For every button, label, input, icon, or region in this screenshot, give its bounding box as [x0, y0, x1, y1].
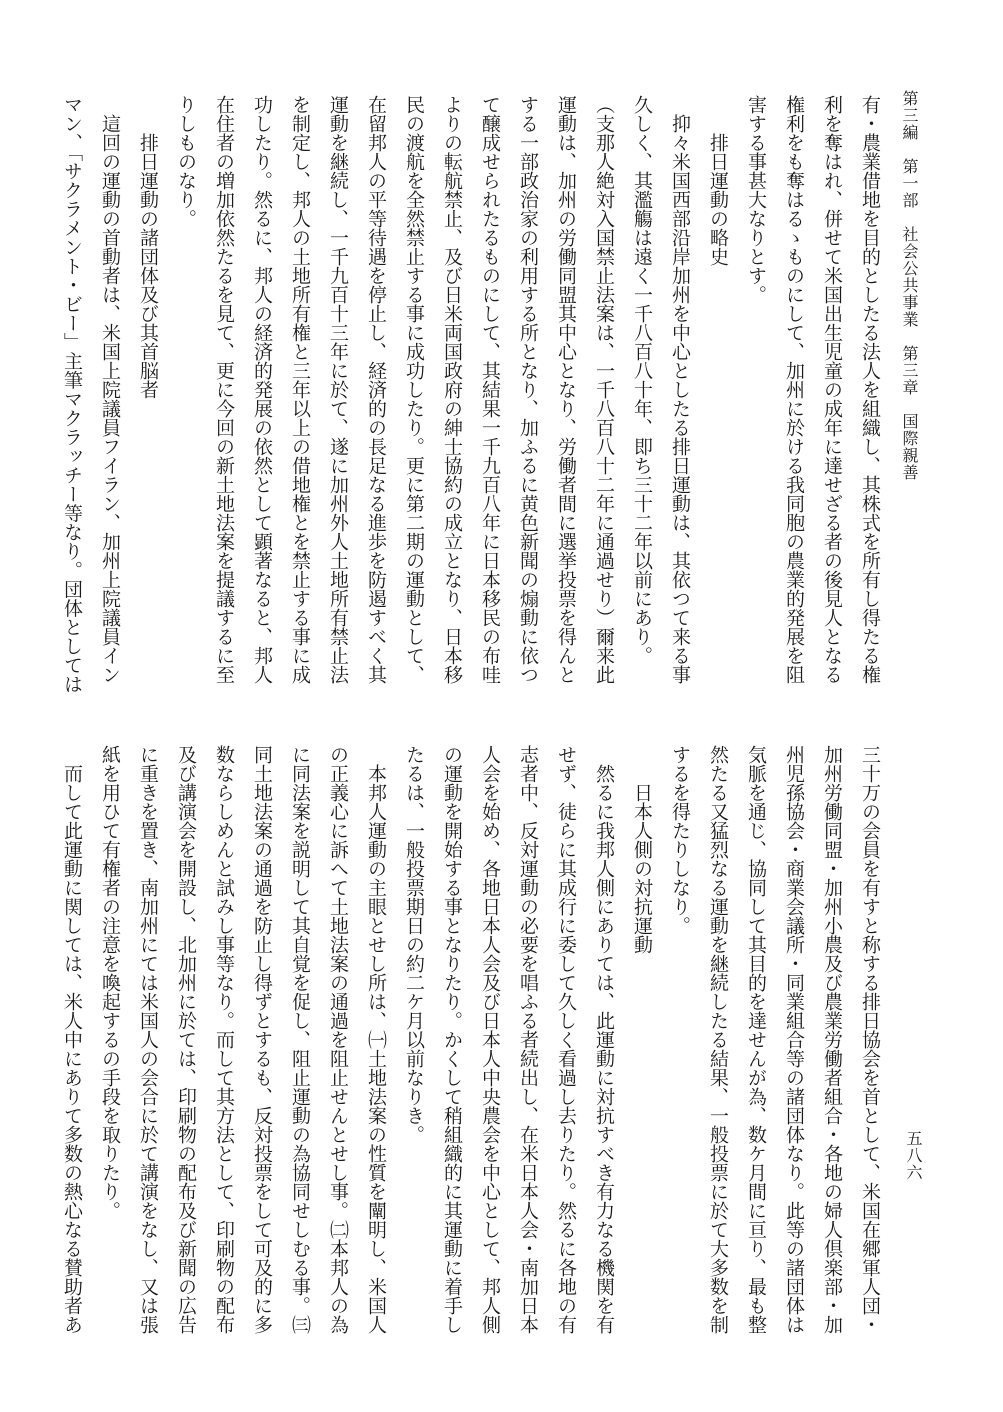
text-line: する一部政治家の利用する所となり、加ふるに黄色新聞の煽動に依つ: [517, 95, 539, 684]
text-line: 三十万の会員を有すと称する排日協会を首として、米国在郷軍人団・: [859, 745, 881, 1334]
text-line: 運動は、加州の労働同盟其中心となり、労働者間に選挙投票を得んと: [555, 95, 577, 684]
text-line: 運動を継続し、一千九百十三年に於て、遂に加州外人土地所有禁止法: [327, 95, 349, 684]
text-line: するを得たりしなり。: [669, 745, 691, 935]
text-line: 利を奪はれ、併せて米国出生児童の成年に達せざる者の後見人となる: [821, 95, 843, 684]
text-line: 及び講演会を開設し、北加州に於ては、印刷物の配布及び新聞の広告: [175, 745, 197, 1334]
text-line: 州児孫協会・商業会議所・同業組合等の諸団体なり。此等の諸団体は: [783, 745, 805, 1334]
text-line: 数ならしめんと試みし事等なり。而して其方法として、印刷物の配布: [213, 745, 235, 1334]
section-heading: 排日運動の諸団体及び其首脳者: [137, 95, 159, 399]
text-line: 然るに我邦人側にありては、此運動に対抗すべき有力なる機関を有: [593, 745, 615, 1334]
text-line: たるは、一般投票期日の約二ケ月以前なりき。: [403, 745, 425, 1144]
text-line: 権利をも奪はるゝものにして、加州に於ける我同胞の農業的発展を阻: [783, 95, 805, 684]
lower-text-block: [61, 745, 889, 1355]
running-header: 第三編 第一部 社会公共事業 第三章 国際親善: [900, 90, 919, 481]
text-line: 然たる又猛烈なる運動を継続したる結果、一般投票に於て大多数を制: [707, 745, 729, 1334]
text-line: 人会を始め、各地日本人会及び日本人中央農会を中心として、邦人側: [479, 745, 501, 1334]
text-line: 加州労働同盟・加州小農及び農業労働者組合・各地の婦人倶楽部・加: [821, 745, 843, 1334]
section-heading: 日本人側の対抗運動: [631, 745, 653, 954]
text-line: の正義心に訴へて土地法案の通過を阻止せんとせし事。㈡本邦人の為: [327, 745, 349, 1334]
text-line: 功したり。然るに、邦人の経済的発展の依然として顕著なると、邦人: [251, 95, 273, 684]
text-line: て醸成せられたるものにして、其結果一千九百八年に日本移民の布哇: [479, 95, 501, 684]
page-number: 五八六: [904, 1130, 923, 1181]
text-line: 有・農業借地を目的としたる法人を組織し、其株式を所有し得たる権: [859, 95, 881, 684]
text-line: せず、徒らに其成行に委して久しく看過し去りたり。然るに各地の有: [555, 745, 577, 1334]
text-line: 志者中、反対運動の必要を唱ふる者続出し、在米日本人会・南加日本: [517, 745, 539, 1334]
text-line: 在住者の増加依然たるを見て、更に今回の新土地法案を提議するに至: [213, 95, 235, 684]
text-line: 紙を用ひて有権者の注意を喚起するの手段を取りたり。: [99, 745, 121, 1220]
text-line: 民の渡航を全然禁止する事に成功したり。更に第二期の運動として、: [403, 95, 425, 684]
text-line: 在留邦人の平等待遇を停止し、経済的の長足なる進歩を防遏すべく其: [365, 95, 387, 684]
text-line: に同法案を説明して其自覚を促し、阻止運動の為協同せしむる事。㈢: [289, 745, 311, 1334]
text-line: の運動を開始する事となりたり。かくして稍組織的に其運動に着手し: [441, 745, 463, 1334]
text-line: 同土地法案の通過を防止し得ずとするも、反対投票をして可及的に多: [251, 745, 273, 1334]
text-line: りしものなり。: [175, 95, 197, 228]
text-line: よりの転航禁止、及び日米両国政府の紳士協約の成立となり、日本移: [441, 95, 463, 684]
text-line: 而して此運動に関しては、米人中にありて多数の熱心なる賛助者あ: [61, 745, 83, 1334]
section-heading: 排日運動の略史: [707, 95, 729, 266]
text-line: 本邦人運動の主眼とせし所は、㈠土地法案の性質を闡明し、米国人: [365, 745, 387, 1334]
text-line: 気脈を通じ、協同して其目的を達せんが為、数ケ月間に亘り、最も整: [745, 745, 767, 1334]
text-line: 抑々米国西部沿岸加州を中心としたる排日運動は、其依つて来る事: [669, 95, 691, 684]
text-line: 久しく、其濫觴は遠く一千八百八十年、即ち三十二年以前にあり。: [631, 95, 653, 665]
text-line: 害する事甚大なりとす。: [745, 95, 767, 304]
text-line: に重きを置き、南加州にては米国人の会合に於て講演をなし、又は張: [137, 745, 159, 1334]
text-line: マン、「サクラメント・ビー」主筆マクラッチー等なり。団体としては: [61, 95, 83, 694]
text-line: を制定し、邦人の土地所有権と三年以上の借地権とを禁止する事に成: [289, 95, 311, 684]
text-line: （支那人絶対入国禁止法案は、一千八百八十二年に通過せり）爾来此: [593, 95, 615, 684]
text-line: 這回の運動の首動者は、米国上院議員フイラン、加州上院議員イン: [99, 95, 121, 684]
upper-text-block: [61, 95, 889, 695]
